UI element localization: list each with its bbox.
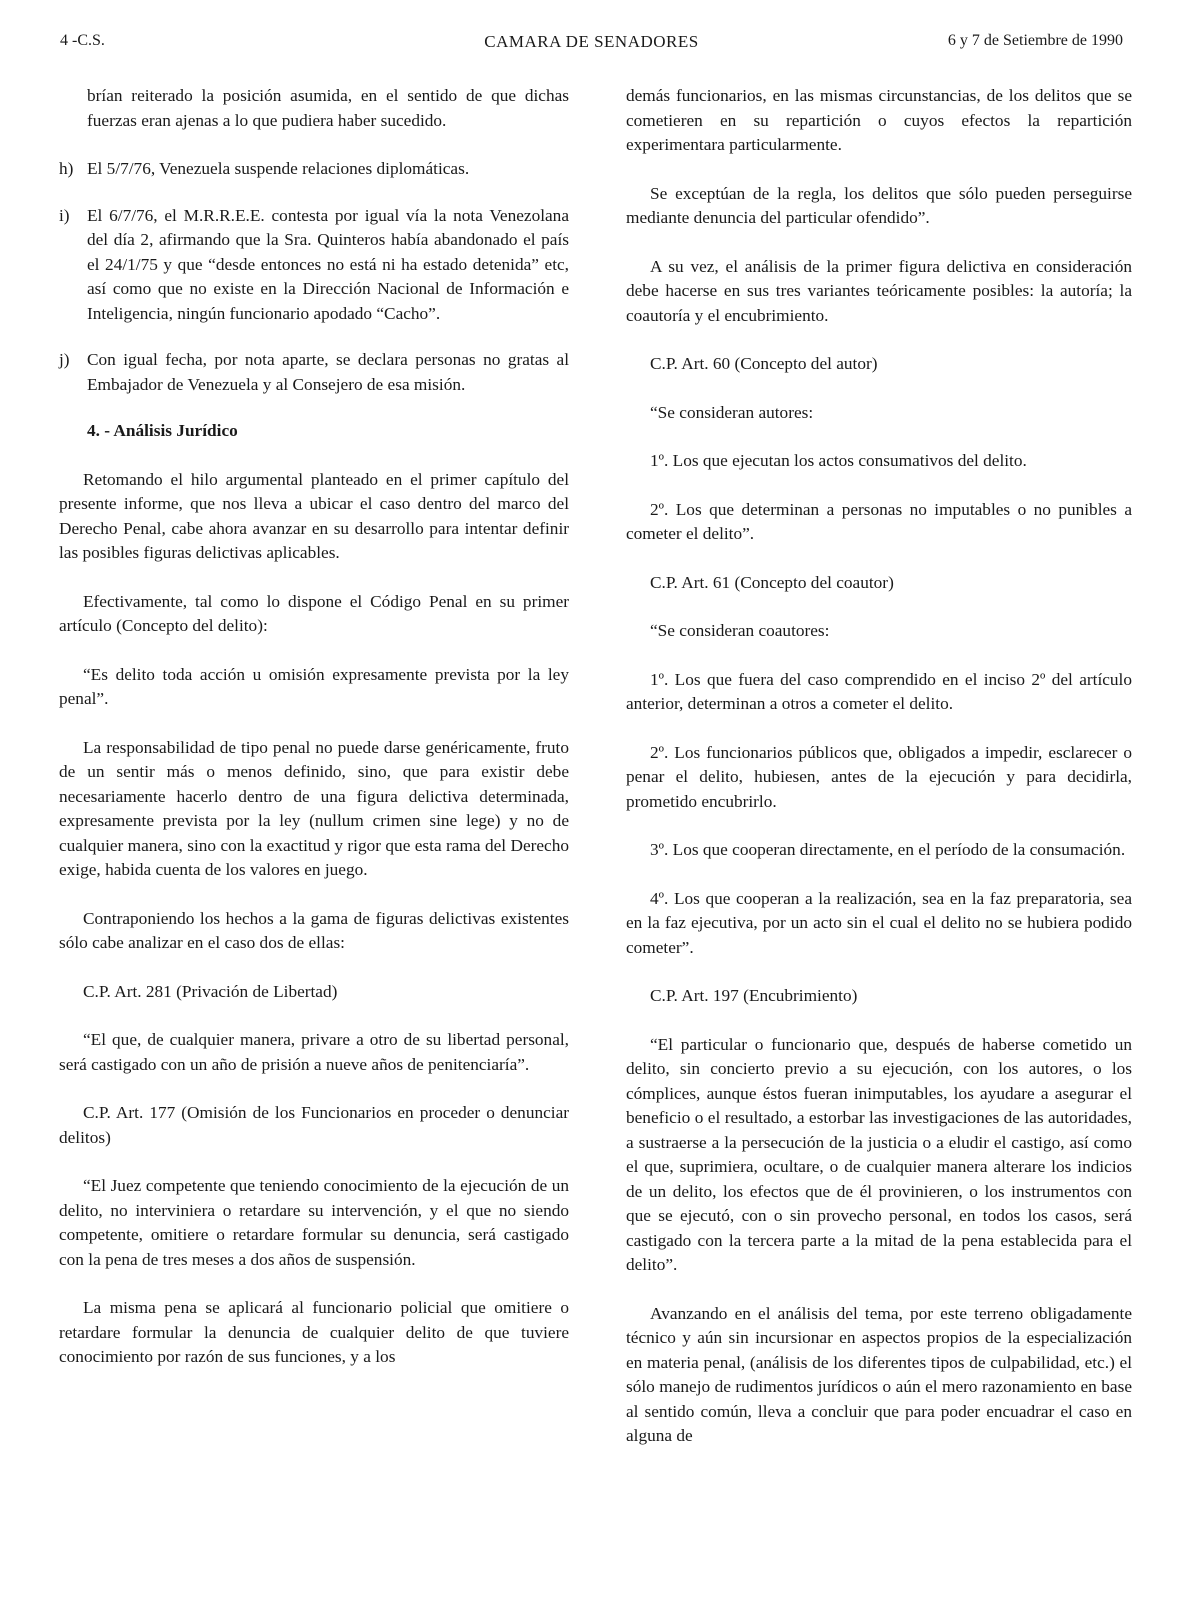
quote-paragraph: “Se consideran coautores: xyxy=(650,621,830,640)
list-item-text: El 6/7/76, el M.R.R.E.E. contesta por igual vía la nota Venezolana del día 2, afirmando que la Sra. Quinteros había abandonado el país el 24/1/75 y que “desde entonces no está ni ha estado detenida” etc, así como que no existe en la Dirección Nacional de Información e Inteligencia, ningún funcionario apodado “Cacho”. xyxy=(87,205,569,323)
quote-paragraph: “El particular o funcionario que, después de haberse cometido un delito, sin concierto previo a su ejecución, con los autores, o los cómplices, aunque éstos fueran inimputables, los ayudare a asegurar el beneficio o el resultado, a estorbar las investigaciones de las autoridades, a sustraerse a la persecución de la justicia o a eludir el castigo, así como el que, suprimiera, ocultare, o de cualquier manera alterare los indicios de un delito, los efectos que de él provinieren, o los instrumentos con que se ejecutó, con o sin provecho personal, en todos los casos, será castigado con la tercera parte a la mitad de la pena establecida para el delito”. xyxy=(626,1034,1132,1274)
quote-paragraph: 3º. Los que cooperan directamente, en el período de la consumación. xyxy=(650,840,1126,859)
page-header xyxy=(60,32,1123,58)
quote-paragraph: 1º. Los que ejecutan los actos consumativos del delito. xyxy=(650,451,1027,470)
article-reference: C.P. Art. 197 (Encubrimiento) xyxy=(650,986,858,1005)
page-reference: 4 -C.S. xyxy=(60,32,105,49)
page-title: CAMARA DE SENADORES xyxy=(484,32,699,51)
paragraph: A su vez, el análisis de la primer figura delictiva en consideración debe hacerse en sus tres variantes teóricamente posibles: la autoría; la coautoría y el encubrimiento. xyxy=(626,256,1132,325)
left-column xyxy=(59,84,569,1394)
paragraph: demás funcionarios, en las mismas circunstancias, de los delitos que se cometieren en su repartición o cuyos efectos la repartición experimentara particularmente. xyxy=(626,86,1132,154)
quote-paragraph: 4º. Los que cooperan a la realización, sea en la faz preparatoria, sea en la faz ejecutiva, por un acto sin el cual el delito no se hubiera podido cometer”. xyxy=(626,888,1132,957)
session-date: 6 y 7 de Setiembre de 1990 xyxy=(947,32,1123,49)
paragraph: La misma pena se aplicará al funcionario policial que omitiere o retardare formular la denuncia de cualquier delito de que tuviere conocimiento por razón de sus funciones, y a los xyxy=(59,1298,569,1366)
list-item-j xyxy=(59,348,569,397)
paragraph: Avanzando en el análisis del tema, por este terreno obligadamente técnico y aún sin incursionar en aspectos propios de la especialización en materia penal, (análisis de los diferentes tipos de culpabilidad, etc.) el sólo manejo de rudimentos jurídicos o aún el mero razonamiento en base al sentido común, lleva a concluir que para poder encuadrar el caso en alguna de xyxy=(626,1303,1132,1445)
list-marker: i) xyxy=(59,205,70,225)
continued-paragraph: brían reiterado la posición asumida, en el sentido de que dichas fuerzas eran ajenas a lo que pudiera haber sucedido. xyxy=(87,86,569,130)
list-item-i xyxy=(59,204,569,327)
paragraph: Retomando el hilo argumental planteado en el primer capítulo del presente informe, que nos lleva a ubicar el caso dentro del marco del Derecho Penal, cabe ahora avanzar en su desarrollo para intentar definir las posibles figuras delictivas aplicables. xyxy=(59,469,569,562)
quote-paragraph: 2º. Los funcionarios públicos que, obligados a impedir, esclarecer o penar el delito, hubiesen, antes de la ejecución y para decidirla, prometido encubrirlo. xyxy=(626,742,1132,811)
list-item-h xyxy=(59,157,569,182)
list-item-text: El 5/7/76, Venezuela suspende relaciones diplomáticas. xyxy=(87,159,470,178)
quote-paragraph: “El que, de cualquier manera, privare a otro de su libertad personal, será castigado con un año de prisión a nueve años de penitenciaría”. xyxy=(59,1030,569,1074)
right-column xyxy=(626,84,1132,1473)
paragraph: Efectivamente, tal como lo dispone el Código Penal en su primer artículo (Concepto del delito): xyxy=(59,591,569,635)
section-heading: 4. - Análisis Jurídico xyxy=(87,421,238,440)
quote-paragraph: “Es delito toda acción u omisión expresamente prevista por la ley penal”. xyxy=(59,664,569,708)
quote-paragraph: “Se consideran autores: xyxy=(650,402,814,422)
quote-paragraph: 2º. Los que determinan a personas no imputables o no punibles a cometer el delito”. xyxy=(626,499,1132,543)
list-marker: j) xyxy=(59,350,70,369)
list-item-text: Con igual fecha, por nota aparte, se declara personas no gratas al Embajador de Venezuela y al Consejero de esa misión. xyxy=(87,350,569,394)
quote-paragraph: “El Juez competente que teniendo conocimiento de la ejecución de un delito, no interviniera o retardare su intervención, y el que no siendo competente, omitiere o retardare formular su denuncia, será castigado con la pena de tres meses a dos años de suspensión. xyxy=(59,1176,569,1269)
article-reference: C.P. Art. 281 (Privación de Libertad) xyxy=(83,981,338,1001)
article-reference: C.P. Art. 177 (Omisión de los Funcionarios en proceder o denunciar delitos) xyxy=(59,1103,569,1147)
paragraph: Se exceptúan de la regla, los delitos que sólo pueden perseguirse mediante denuncia del particular ofendido”. xyxy=(626,183,1132,227)
article-reference: C.P. Art. 61 (Concepto del coautor) xyxy=(650,572,894,592)
quote-paragraph: 1º. Los que fuera del caso comprendido en el inciso 2º del artículo anterior, determinan a otros a cometer el delito. xyxy=(626,669,1132,713)
list-marker: h) xyxy=(59,159,74,178)
paragraph: La responsabilidad de tipo penal no puede darse genéricamente, fruto de un sentir más o menos definido, sino, que para existir debe necesariamente hacerlo dentro de una figura delictiva determinada, expresamente prevista por la ley (nullum crimen sine lege) y no de cualquier manera, sino con la exactitud y rigor que esta rama del Derecho exige, habida cuenta de los valores en juego. xyxy=(59,737,569,879)
paragraph: Contraponiendo los hechos a la gama de figuras delictivas existentes sólo cabe analizar en el caso dos de ellas: xyxy=(59,908,569,952)
article-reference: C.P. Art. 60 (Concepto del autor) xyxy=(650,354,878,373)
